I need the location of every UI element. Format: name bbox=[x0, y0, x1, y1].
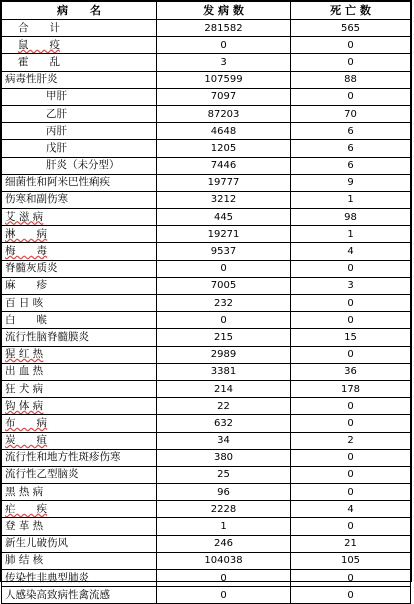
table-row bbox=[2, 123, 411, 140]
disease-name-cell bbox=[2, 398, 157, 415]
disease-name: 流行性和地方性斑疹伤寒 bbox=[5, 451, 121, 464]
disease-name-cell bbox=[2, 191, 157, 208]
death-count-cell: 0 bbox=[291, 37, 411, 54]
disease-name: 流行性乙型脑炎 bbox=[5, 468, 79, 481]
case-count-cell: 632 bbox=[157, 415, 291, 432]
disease-name: 人感染高致病性禽流感 bbox=[5, 588, 110, 601]
table-body bbox=[2, 20, 411, 604]
case-count-cell: 104038 bbox=[157, 552, 291, 569]
table-row bbox=[2, 209, 411, 226]
disease-name-cell bbox=[2, 518, 157, 535]
death-count-cell: 0 bbox=[291, 54, 411, 71]
disease-name-cell bbox=[2, 363, 157, 380]
disease-name: 百 日 咳 bbox=[5, 296, 44, 309]
disease-name-cell bbox=[2, 570, 157, 587]
death-count-cell: 1 bbox=[291, 226, 411, 243]
table-row bbox=[2, 466, 411, 483]
death-count-cell: 0 bbox=[291, 466, 411, 483]
disease-name-cell bbox=[2, 466, 157, 483]
case-count-cell: 3212 bbox=[157, 191, 291, 208]
case-count-cell: 445 bbox=[157, 209, 291, 226]
disease-name: 淋 病 bbox=[5, 227, 47, 240]
disease-name-cell bbox=[2, 243, 157, 260]
disease-name: 细菌性和阿米巴性痢疾 bbox=[5, 176, 110, 189]
death-count-cell: 0 bbox=[291, 484, 411, 501]
disease-name: 戊肝 bbox=[46, 141, 67, 154]
case-count-cell: 3381 bbox=[157, 363, 291, 380]
case-count-cell: 1205 bbox=[157, 140, 291, 157]
table-row bbox=[2, 88, 411, 105]
disease-name: 麻 疹 bbox=[5, 279, 47, 292]
case-count-cell: 232 bbox=[157, 295, 291, 312]
death-count-cell: 3 bbox=[291, 277, 411, 294]
disease-name-cell bbox=[2, 209, 157, 226]
death-count-cell: 0 bbox=[291, 449, 411, 466]
table-row bbox=[2, 570, 411, 587]
case-count-cell: 19271 bbox=[157, 226, 291, 243]
death-count-cell: 565 bbox=[291, 20, 411, 37]
death-count-cell: 0 bbox=[291, 587, 411, 604]
death-count-cell: 0 bbox=[291, 346, 411, 363]
case-count-cell: 281582 bbox=[157, 20, 291, 37]
disease-name: 艾 滋 病 bbox=[5, 210, 44, 223]
case-count-cell: 246 bbox=[157, 535, 291, 552]
death-count-cell: 6 bbox=[291, 140, 411, 157]
disease-name-cell bbox=[2, 20, 157, 37]
disease-name: 伤寒和副伤寒 bbox=[5, 193, 68, 206]
disease-name: 猩 红 热 bbox=[5, 348, 44, 361]
case-count-cell: 0 bbox=[157, 37, 291, 54]
case-count-cell: 2989 bbox=[157, 346, 291, 363]
disease-name: 新生儿破伤风 bbox=[5, 537, 68, 550]
case-count-cell: 34 bbox=[157, 432, 291, 449]
disease-name: 甲肝 bbox=[46, 90, 67, 103]
disease-name: 炭 疽 bbox=[5, 434, 47, 447]
table-row bbox=[2, 535, 411, 552]
disease-name-cell bbox=[2, 88, 157, 105]
table-row bbox=[2, 54, 411, 71]
case-count-cell: 380 bbox=[157, 449, 291, 466]
disease-name-cell bbox=[2, 312, 157, 329]
case-count-cell: 3 bbox=[157, 54, 291, 71]
disease-name-cell bbox=[2, 277, 157, 294]
disease-name: 合 计 bbox=[18, 21, 60, 34]
disease-name-cell bbox=[2, 329, 157, 346]
death-count-cell: 0 bbox=[291, 415, 411, 432]
table-row bbox=[2, 243, 411, 260]
table-row bbox=[2, 312, 411, 329]
case-count-cell: 9537 bbox=[157, 243, 291, 260]
case-count-cell: 7097 bbox=[157, 88, 291, 105]
disease-name: 乙肝 bbox=[46, 107, 67, 120]
table-row bbox=[2, 552, 411, 569]
death-count-cell: 178 bbox=[291, 380, 411, 397]
case-count-cell: 0 bbox=[157, 260, 291, 277]
case-count-cell: 96 bbox=[157, 484, 291, 501]
disease-name-cell bbox=[2, 346, 157, 363]
death-count-cell: 6 bbox=[291, 123, 411, 140]
table-row bbox=[2, 484, 411, 501]
disease-name-cell bbox=[2, 449, 157, 466]
header-death-count: 死 亡 数 bbox=[291, 2, 411, 20]
disease-name: 霍 乱 bbox=[18, 55, 60, 68]
death-count-cell: 0 bbox=[291, 295, 411, 312]
case-count-cell: 107599 bbox=[157, 71, 291, 88]
disease-name-cell bbox=[2, 295, 157, 312]
table-row bbox=[2, 329, 411, 346]
table-row bbox=[2, 191, 411, 208]
case-count-cell: 0 bbox=[157, 570, 291, 587]
table-row bbox=[2, 295, 411, 312]
case-count-cell: 0 bbox=[157, 587, 291, 604]
disease-name-cell bbox=[2, 501, 157, 518]
disease-name-cell bbox=[2, 260, 157, 277]
disease-name: 黑 热 病 bbox=[5, 485, 44, 498]
disease-table bbox=[1, 1, 411, 604]
disease-name-cell bbox=[2, 37, 157, 54]
disease-name: 出 血 热 bbox=[5, 365, 44, 378]
case-count-cell: 1 bbox=[157, 518, 291, 535]
death-count-cell: 6 bbox=[291, 157, 411, 174]
death-count-cell: 36 bbox=[291, 363, 411, 380]
header-case-count: 发 病 数 bbox=[157, 2, 291, 20]
disease-name-cell bbox=[2, 415, 157, 432]
disease-name: 布 病 bbox=[5, 416, 47, 429]
table-row bbox=[2, 226, 411, 243]
disease-name: 脊髓灰质炎 bbox=[5, 262, 58, 275]
case-count-cell: 7446 bbox=[157, 157, 291, 174]
disease-name: 狂 犬 病 bbox=[5, 382, 44, 395]
disease-name-cell bbox=[2, 484, 157, 501]
disease-name-cell bbox=[2, 226, 157, 243]
case-count-cell: 214 bbox=[157, 380, 291, 397]
table-row bbox=[2, 174, 411, 191]
disease-name: 鼠 疫 bbox=[18, 38, 60, 51]
disease-name: 传染性非典型肺炎 bbox=[5, 571, 89, 584]
death-count-cell: 0 bbox=[291, 88, 411, 105]
table-row bbox=[2, 398, 411, 415]
death-count-cell: 0 bbox=[291, 260, 411, 277]
case-count-cell: 4648 bbox=[157, 123, 291, 140]
disease-name: 病毒性肝炎 bbox=[5, 73, 58, 86]
case-count-cell: 0 bbox=[157, 312, 291, 329]
disease-name-cell bbox=[2, 174, 157, 191]
case-count-cell: 25 bbox=[157, 466, 291, 483]
disease-name: 登 革 热 bbox=[5, 520, 44, 533]
table-row bbox=[2, 105, 411, 122]
death-count-cell: 21 bbox=[291, 535, 411, 552]
disease-name-cell bbox=[2, 71, 157, 88]
disease-name-cell bbox=[2, 140, 157, 157]
disease-name: 梅 毒 bbox=[5, 245, 47, 258]
table-row bbox=[2, 501, 411, 518]
disease-name: 丙肝 bbox=[46, 124, 67, 137]
disease-name-cell bbox=[2, 105, 157, 122]
case-count-cell: 22 bbox=[157, 398, 291, 415]
disease-name-cell bbox=[2, 535, 157, 552]
disease-name: 流行性脑脊髓膜炎 bbox=[5, 330, 89, 343]
death-count-cell: 15 bbox=[291, 329, 411, 346]
death-count-cell: 9 bbox=[291, 174, 411, 191]
table-row bbox=[2, 71, 411, 88]
table-row bbox=[2, 518, 411, 535]
death-count-cell: 70 bbox=[291, 105, 411, 122]
disease-name-cell bbox=[2, 432, 157, 449]
table-row bbox=[2, 449, 411, 466]
table-row bbox=[2, 346, 411, 363]
case-count-cell: 2228 bbox=[157, 501, 291, 518]
death-count-cell: 4 bbox=[291, 501, 411, 518]
table-row bbox=[2, 157, 411, 174]
death-count-cell: 88 bbox=[291, 71, 411, 88]
death-count-cell: 98 bbox=[291, 209, 411, 226]
table-row bbox=[2, 140, 411, 157]
death-count-cell: 0 bbox=[291, 398, 411, 415]
case-count-cell: 87203 bbox=[157, 105, 291, 122]
table-row bbox=[2, 277, 411, 294]
disease-name: 钩 体 病 bbox=[5, 399, 44, 412]
disease-name-cell bbox=[2, 54, 157, 71]
table-row bbox=[2, 37, 411, 54]
header-disease-name: 病 名 bbox=[2, 2, 157, 20]
disease-name: 疟 疾 bbox=[5, 502, 47, 515]
disease-name-cell bbox=[2, 123, 157, 140]
death-count-cell: 4 bbox=[291, 243, 411, 260]
disease-name: 肝炎（未分型） bbox=[46, 159, 120, 172]
table-row bbox=[2, 587, 411, 604]
death-count-cell: 0 bbox=[291, 570, 411, 587]
disease-name-cell bbox=[2, 587, 157, 604]
death-count-cell: 105 bbox=[291, 552, 411, 569]
disease-name: 肺 结 核 bbox=[5, 554, 44, 567]
death-count-cell: 0 bbox=[291, 312, 411, 329]
death-count-cell: 1 bbox=[291, 191, 411, 208]
table-row bbox=[2, 260, 411, 277]
disease-name-cell bbox=[2, 552, 157, 569]
death-count-cell: 0 bbox=[291, 518, 411, 535]
disease-name-cell bbox=[2, 157, 157, 174]
case-count-cell: 7005 bbox=[157, 277, 291, 294]
case-count-cell: 19777 bbox=[157, 174, 291, 191]
disease-name-cell bbox=[2, 380, 157, 397]
header-row bbox=[2, 2, 411, 20]
death-count-cell: 2 bbox=[291, 432, 411, 449]
table-row bbox=[2, 20, 411, 37]
disease-name: 白 喉 bbox=[5, 313, 47, 326]
table-row bbox=[2, 415, 411, 432]
table-row bbox=[2, 380, 411, 397]
case-count-cell: 215 bbox=[157, 329, 291, 346]
table-row bbox=[2, 363, 411, 380]
table-row bbox=[2, 432, 411, 449]
